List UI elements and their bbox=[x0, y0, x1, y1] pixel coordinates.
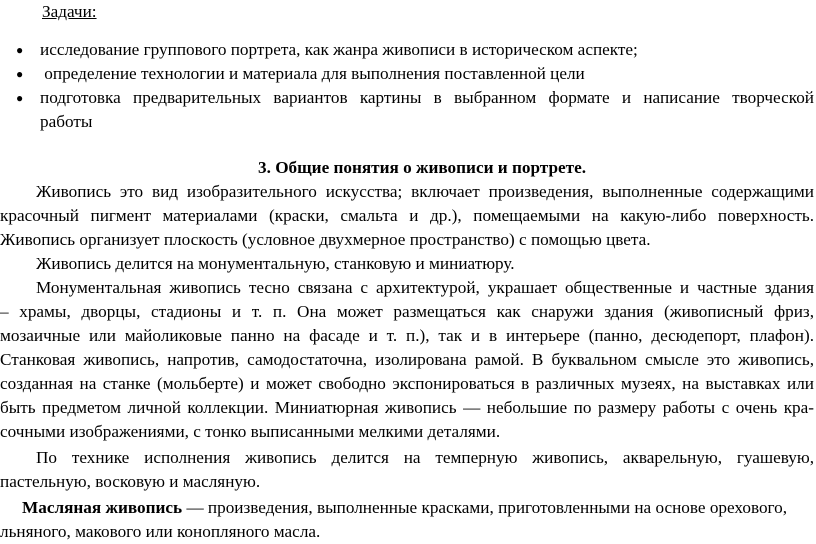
paragraph-3-line-4: Станковая живопись, напротив, самодостаточна, изолирована рамой. В буквальном смысле это живопись, bbox=[0, 350, 814, 369]
paragraph-1-line-3: Живопись организует плоскость (условное двухмерное пространство) с помощью цвета. bbox=[0, 230, 651, 249]
paragraph-3-line-3: мозаичные или майоликовые панно на фасаде и т. п.), так и в интерьере (панно, десюдепорт, плафон). bbox=[0, 326, 814, 345]
paragraph-3-line-7: сочными изображениями, с тонко выписанными мелкими деталями. bbox=[0, 422, 501, 441]
bullet-icon: ● bbox=[16, 91, 24, 105]
section-title: 3. Общие понятия о живописи и портрете. bbox=[258, 158, 587, 177]
tasks-heading: Задачи: bbox=[42, 2, 97, 21]
bullet-icon: ● bbox=[16, 67, 24, 81]
task-item-2-text: определение технологии и материала для выполнения поставленной цели bbox=[40, 64, 585, 83]
task-item-3-text-line-1: подготовка предварительных вариантов картины в выбранном формате и написание творческой bbox=[40, 88, 814, 107]
task-item-3-text-line-2: работы bbox=[40, 112, 93, 131]
paragraph-3-line-5: созданная на станке (мольберте) и может свободно экспонироваться в различных музеях, на выставках или bbox=[0, 374, 814, 393]
paragraph-3-line-6: быть предметом личной коллекции. Миниатюрная живопись — небольшие по размеру работы с очень кра- bbox=[0, 398, 814, 417]
paragraph-1-line-1: Живопись это вид изобразительного искусства; включает произведения, выполненные содержащими bbox=[36, 182, 814, 201]
paragraph-5-line-1 bbox=[22, 496, 787, 520]
paragraph-1-line-2: красочный пигмент материалами (краски, смальта и др.), помещаемыми на какую-либо поверхность. bbox=[0, 206, 814, 225]
term-oil-painting: Масляная живопись bbox=[22, 498, 183, 517]
paragraph-2-line-1: Живопись делится на монументальную, станковую и миниатюру. bbox=[36, 254, 515, 273]
paragraph-5-line-2: льняного, макового или конопляного масла. bbox=[0, 522, 321, 541]
paragraph-4-line-2: пастельную, восковую и масляную. bbox=[0, 472, 261, 491]
paragraph-3-line-2: – храмы, дворцы, стадионы и т. п. Она может размещаться как снаружи здания (живописный фриз, bbox=[0, 302, 814, 321]
paragraph-5-line-1-rest: — произведения, выполненные красками, приготовленными на основе орехового, bbox=[182, 498, 788, 517]
bullet-icon: ● bbox=[16, 43, 24, 57]
paragraph-3-line-1: Монументальная живопись тесно связана с архитектурой, украшает общественные и частные здания bbox=[36, 278, 814, 297]
task-item-1-text: исследование группового портрета, как жанра живописи в историческом аспекте; bbox=[40, 40, 638, 59]
paragraph-4-line-1: По технике исполнения живопись делится на темперную живопись, акварельную, гуашевую, bbox=[36, 448, 814, 467]
